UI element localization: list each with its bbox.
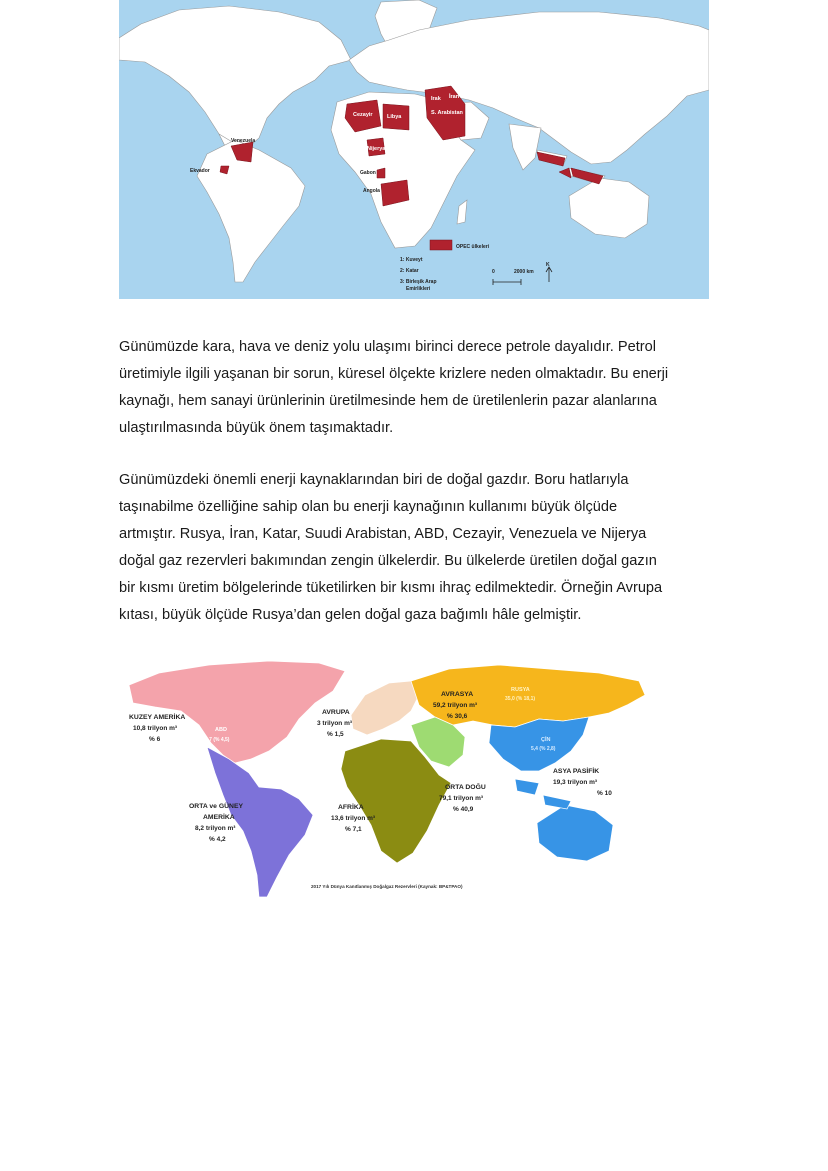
share-africa: % 7,1: [345, 826, 362, 833]
label-china: ÇİN: [541, 737, 551, 743]
paragraph-line: Günümüzdeki önemli enerji kaynaklarından biri de doğal gazdır. Boru hatlarıyla: [119, 472, 629, 488]
label-libya: Libya: [387, 114, 402, 120]
gas-reserves-map: [119, 655, 649, 900]
label-venezuela: Venezuela: [231, 138, 256, 144]
detail-russia: 35,0 (% 18,1): [505, 696, 536, 702]
paragraph-petroleum: [119, 334, 719, 442]
legend-item-3b: Emirlikleri: [406, 286, 431, 292]
label-usa: ABD: [215, 727, 227, 733]
scale-zero: 0: [492, 269, 495, 275]
label-angola: Angola: [363, 188, 380, 194]
opec-legend-swatch: [430, 240, 452, 250]
region-latin-america: [207, 747, 313, 897]
region-australia: [537, 805, 613, 861]
amount-asia-pacific: 19,3 trilyon m³: [553, 779, 598, 786]
label-iran: İran: [449, 94, 460, 100]
detail-china: 5,4 (% 2,8): [531, 746, 556, 752]
paragraph-line: üretimiyle ilgili yaşanan bir sorun, küresel ölçekte krizlere neden olmaktadır. Bu enerji: [119, 366, 669, 382]
label-latin-america-1: ORTA ve GÜNEY: [189, 803, 244, 810]
paragraph-line: taşınabilme özelliğine sahip olan bu enerji kaynağının kullanımı büyük ölçüde: [119, 499, 618, 515]
amount-middle-east: 79,1 trilyon m³: [439, 795, 484, 802]
paragraph-line: artmıştır. Rusya, İran, Katar, Suudi Arabistan, ABD, Cezayir, Venezuela ve Nijerya: [119, 526, 647, 542]
gabon-shape: [377, 168, 385, 178]
share-eurasia: % 30,6: [447, 713, 468, 720]
region-europe: [351, 681, 419, 735]
amount-north-america: 10,8 trilyon m³: [133, 725, 178, 732]
scale-distance: 2000 km: [514, 269, 534, 275]
north-letter: K: [546, 262, 550, 268]
label-gabon: Gabon: [360, 170, 376, 176]
label-saudi: S. Arabistan: [431, 110, 463, 116]
amount-latin-america: 8,2 trilyon m³: [195, 825, 236, 832]
label-europe: AVRUPA: [322, 709, 350, 716]
map-caption: 2017 Yılı Dünya Kanıtlanmış Doğalgaz Rezervleri (Kaynak: BP&TPAO): [311, 884, 463, 889]
detail-usa: 8,7 (% 4,5): [205, 737, 230, 743]
paragraph-line: doğal gaz rezervleri bakımından zengin ülkelerdir. Bu ülkelerde üretilen doğal gazın: [119, 553, 657, 569]
label-iraq: Irak: [431, 96, 441, 102]
paragraph-natural-gas: [119, 467, 719, 629]
region-north-america: [129, 661, 345, 763]
share-asia-pacific: % 10: [597, 790, 612, 797]
paragraph-line: Günümüzde kara, hava ve deniz yolu ulaşımı birinci derece petrole dayalıdır. Petrol: [119, 339, 657, 355]
label-nigeria: Nijerya: [367, 146, 386, 152]
label-north-america: KUZEY AMERİKA: [129, 714, 186, 721]
amount-europe: 3 trilyon m³: [317, 720, 353, 727]
amount-africa: 13,6 trilyon m³: [331, 815, 376, 822]
label-middle-east: ORTA DOĞU: [445, 784, 486, 791]
label-africa: AFRİKA: [338, 804, 364, 811]
opec-legend-label: OPEC ülkeleri: [456, 244, 490, 250]
label-russia: RUSYA: [511, 687, 530, 693]
share-north-america: % 6: [149, 736, 161, 743]
amount-eurasia: 59,2 trilyon m³: [433, 702, 478, 709]
label-asia-pacific: ASYA PASİFİK: [553, 768, 600, 775]
label-algeria: Cezayir: [353, 112, 373, 118]
label-eurasia: AVRASYA: [441, 691, 474, 698]
share-europe: % 1,5: [327, 731, 344, 738]
opec-countries-map: [119, 0, 709, 299]
share-middle-east: % 40,9: [453, 806, 474, 813]
legend-item-2: 2: Katar: [400, 268, 419, 274]
legend-item-1: 1: Kuveyt: [400, 257, 423, 263]
paragraph-line: ulaştırılmasında büyük önem taşımaktadır.: [119, 420, 394, 436]
paragraph-line: kaynağı, hem sanayi ürünlerinin üretilmesinde hem de üretilenlerin pazar alanlarına: [119, 393, 657, 409]
label-latin-america-2: AMERİKA: [203, 814, 235, 821]
legend-item-3: 3: Birleşik Arap: [400, 279, 437, 285]
label-ecuador: Ekvador: [190, 168, 210, 174]
paragraph-line: bir kısmı üretim bölgelerinde tüketilirken bir kısmı ihraç edilmektedir. Örneğin Avrupa: [119, 580, 663, 596]
paragraph-line: kıtası, büyük ölçüde Rusya’dan gelen doğal gaza bağımlı hâle gelmiştir.: [119, 607, 582, 623]
share-latin-america: % 4,2: [209, 836, 226, 843]
